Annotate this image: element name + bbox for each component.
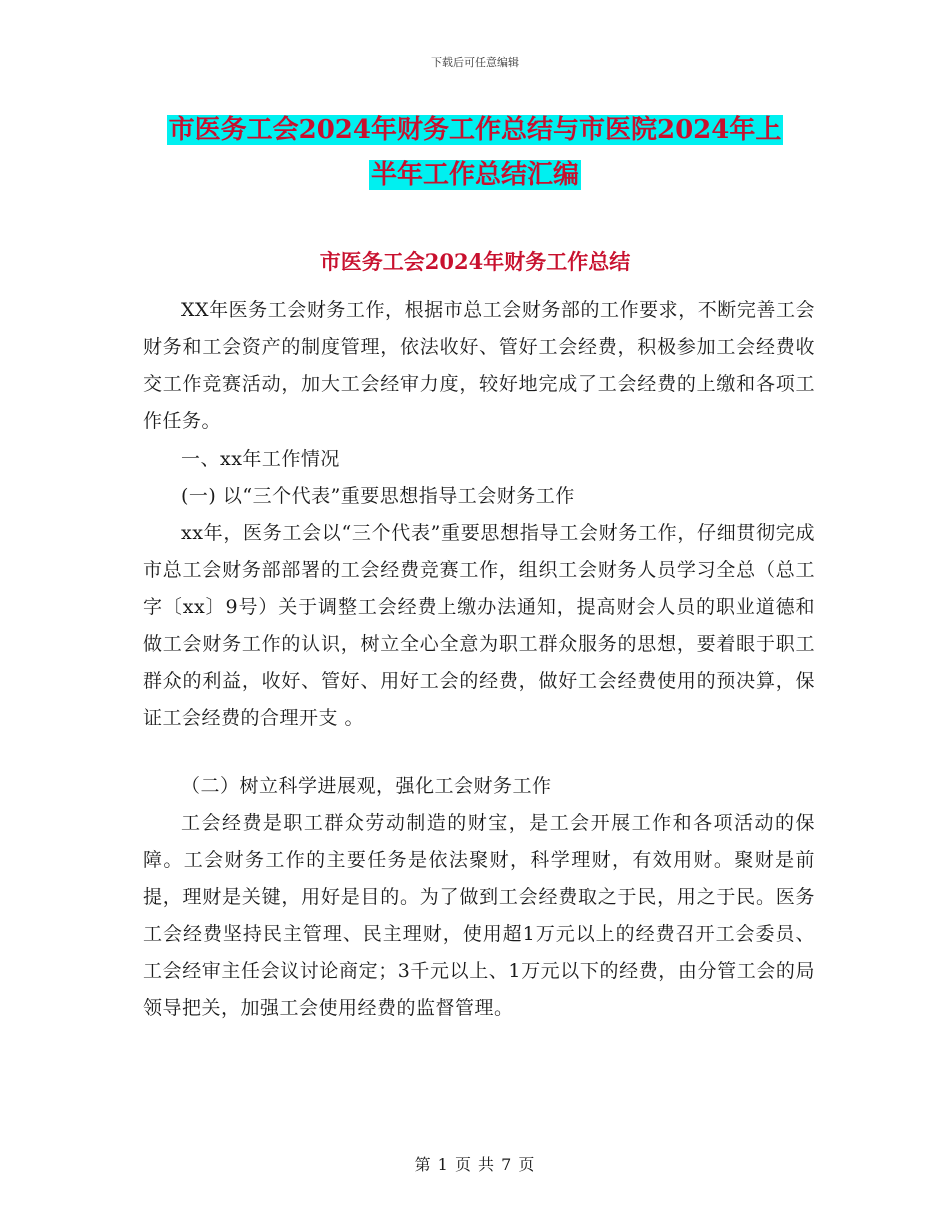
page-number-footer: 第 1 页 共 7 页 xyxy=(414,1155,536,1174)
intro-paragraph: XX年医务工会财务工作，根据市总工会财务部的工作要求，不断完善工会财务和工会资产的制度管理，依法收好、管好工会经费，积极参加工会经费收交工作竞赛活动，加大工会经审力度，较好地完成了工会经费的上缴和各项工作任务。 xyxy=(143,299,815,432)
body-paragraph-2: 工会经费是职工群众劳动制造的财宝，是工会开展工作和各项活动的保障。工会财务工作的主要任务是依法聚财，科学理财，有效用财。聚财是前提，理财是关键，用好是目的。为了做到工会经费取之于民，用之于民。医务工会经费坚持民主管理、民主理财，使用超1万元以上的经费召开工会委员、工会经审主任会议讨论商定；3千元以上、1万元以下的经费，由分管工会的局领导把关，加强工会使用经费的监督管理。 xyxy=(143,812,815,1019)
document-title-line-1 xyxy=(0,110,950,150)
heading-work-status: 一、xx年工作情况 xyxy=(181,448,340,470)
title-highlight-2: 半年工作总结汇编 xyxy=(370,160,579,190)
title-highlight-1: 市医务工会2024年财务工作总结与市医院2024年上 xyxy=(168,115,782,145)
body-paragraph-1: xx年，医务工会以“三个代表”重要思想指导工会财务工作，仔细贯彻完成市总工会财务部部署的工会经费竞赛工作，组织工会财务人员学习全总（总工字〔xx〕9号）关于调整工会经费上缴办法通知，提高财会人员的职业道德和做工会财务工作的认识，树立全心全意为职工群众服务的思想，要着眼于职工群众的利益，收好、管好、用好工会的经费，做好工会经费使用的预决算，保证工会经费的合理开支 。 xyxy=(143,522,815,729)
section-title: 市医务工会2024年财务工作总结 xyxy=(319,249,631,274)
header-note: 下载后可任意编辑 xyxy=(431,56,519,69)
heading-scientific-development: （二）树立科学进展观，强化工会财务工作 xyxy=(181,775,552,797)
heading-three-represents: (一) 以“三个代表”重要思想指导工会财务工作 xyxy=(181,485,575,507)
document-title-line-2 xyxy=(0,155,950,195)
